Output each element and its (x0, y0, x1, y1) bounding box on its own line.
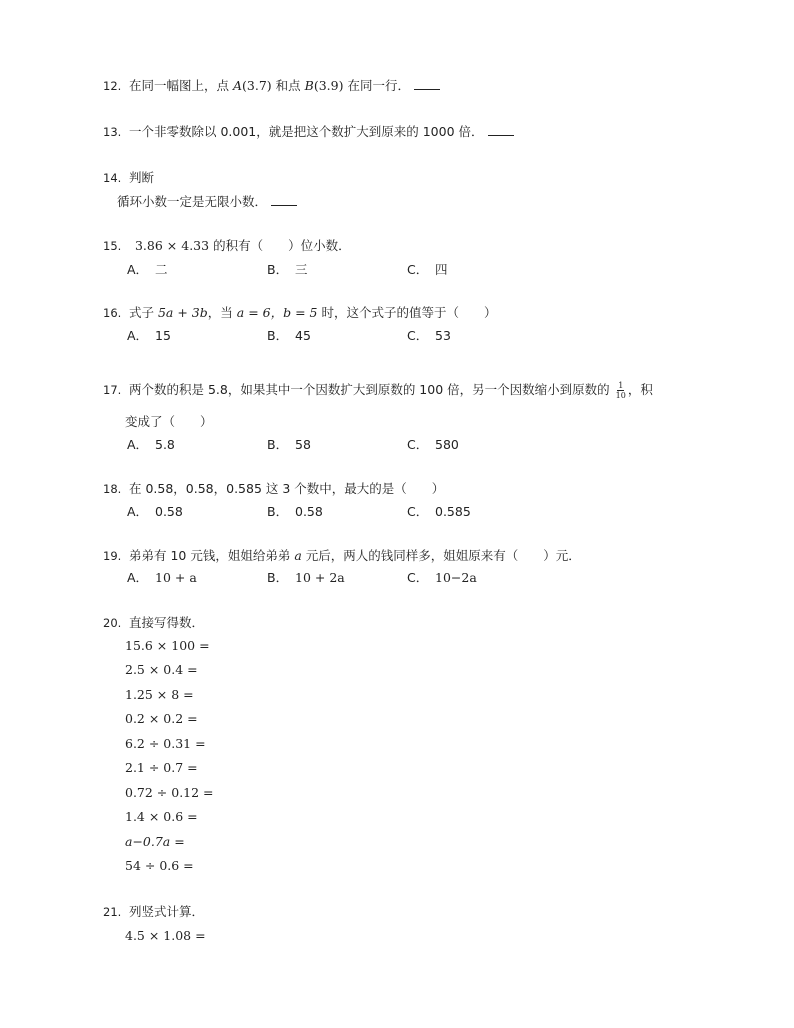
option-value: 0.58 (155, 504, 183, 519)
calc-item: 2.5 × 0.4 = (125, 662, 198, 677)
question-number: 15. (103, 239, 122, 253)
calc-item: 1.4 × 0.6 = (125, 809, 198, 824)
option-value: 580 (435, 437, 459, 452)
calc-item: 1.25 × 8 = (125, 687, 194, 702)
question-text: ，当 (207, 305, 233, 320)
answer-blank[interactable] (488, 125, 514, 136)
question-text: 变成了（ ） (125, 414, 213, 429)
question-number: 21. (103, 905, 122, 919)
question-14-statement (117, 194, 297, 210)
option-b[interactable] (267, 504, 323, 520)
question-20 (103, 615, 204, 631)
question-text: 式子 (128, 305, 154, 320)
question-16 (103, 305, 496, 321)
option-letter: B． (267, 328, 289, 343)
option-letter: A． (127, 570, 149, 585)
expression: 5a + 3b (157, 305, 208, 320)
option-letter: B． (267, 570, 289, 585)
option-c[interactable] (407, 437, 459, 453)
question-title: 判断 (128, 170, 154, 185)
variable-a: a (294, 548, 302, 563)
question-text: 在同一幅图上，点 (128, 78, 229, 93)
question-number: 13. (103, 125, 122, 139)
calc-item: 54 ÷ 0.6 = (125, 858, 194, 873)
option-letter: B． (267, 437, 289, 452)
question-text: 的积有（ ）位小数． (213, 238, 351, 253)
option-letter: C． (407, 570, 429, 585)
option-letter: A． (127, 262, 149, 277)
answer-blank[interactable] (271, 195, 297, 206)
calc-item: 6.2 ÷ 0.31 = (125, 736, 206, 751)
option-value: 10 + 2a (295, 570, 345, 585)
question-number: 18. (103, 482, 122, 496)
question-13 (103, 124, 514, 140)
question-17 (103, 381, 653, 400)
option-b[interactable] (267, 328, 311, 344)
question-12 (103, 78, 440, 94)
question-number: 16. (103, 306, 122, 320)
question-text: 在 0.58，0.58，0.585 这 3 个数中，最大的是（ ） (128, 481, 445, 496)
calc-item: 0.72 ÷ 0.12 = (125, 785, 214, 800)
question-number: 12. (103, 79, 122, 93)
option-c[interactable] (407, 328, 451, 344)
option-c[interactable] (407, 504, 471, 520)
option-value: 10 + a (155, 570, 197, 585)
point-b-label: B (304, 78, 314, 93)
question-18 (103, 481, 444, 497)
calc-item: 15.6 × 100 = (125, 638, 210, 653)
question-text: 元后，两人的钱同样多，姐姐原来有（ ）元． (305, 548, 581, 563)
fraction-numerator: 1 (618, 381, 624, 390)
question-15 (103, 238, 351, 254)
option-value: 15 (155, 328, 171, 343)
option-letter: C． (407, 328, 429, 343)
option-b[interactable] (267, 570, 345, 586)
option-value: 53 (435, 328, 451, 343)
question-number: 20. (103, 616, 122, 630)
option-value: 三 (295, 262, 308, 277)
option-a[interactable] (127, 328, 171, 344)
question-text: 时，这个式子的值等于（ ） (321, 305, 497, 320)
option-letter: A． (127, 437, 149, 452)
option-value: 58 (295, 437, 311, 452)
question-text: 循环小数一定是无限小数． (117, 194, 268, 209)
option-letter: B． (267, 262, 289, 277)
question-text: 一个非零数除以 0.001，就是把这个数扩大到原来的 1000 倍． (128, 124, 484, 139)
option-value: 5.8 (155, 437, 175, 452)
answer-blank[interactable] (414, 79, 440, 90)
question-text: ，积 (627, 382, 653, 397)
option-letter: C． (407, 504, 429, 519)
expression: 3.86 × 4.33 (134, 238, 210, 253)
calc-item: 0.2 × 0.2 = (125, 711, 198, 726)
option-a[interactable] (127, 570, 197, 586)
question-number: 14. (103, 171, 122, 185)
option-letter: B． (267, 504, 289, 519)
question-text: 弟弟有 10 元钱，姐姐给弟弟 (128, 548, 291, 563)
calc-item: 4.5 × 1.08 = (125, 928, 206, 943)
question-14-title (103, 170, 154, 186)
option-letter: C． (407, 437, 429, 452)
question-number: 19. (103, 549, 122, 563)
question-title: 直接写得数． (128, 615, 204, 630)
option-a[interactable] (127, 437, 175, 453)
option-a[interactable] (127, 504, 183, 520)
option-value: 四 (435, 262, 448, 277)
fraction-one-tenth (616, 381, 626, 400)
option-b[interactable] (267, 262, 308, 278)
question-text: 两个数的积是 5.8，如果其中一个因数扩大到原数的 100 倍，另一个因数缩小到原数的 (128, 382, 610, 397)
condition: a = 6，b = 5 (236, 305, 318, 320)
question-19 (103, 548, 581, 564)
option-letter: C． (407, 262, 429, 277)
option-c[interactable] (407, 262, 448, 278)
calc-item: 2.1 ÷ 0.7 = (125, 760, 198, 775)
question-21 (103, 904, 204, 920)
option-letter: A． (127, 504, 149, 519)
question-17-continued (125, 414, 213, 430)
option-value: 二 (155, 262, 168, 277)
question-text: 和点 (275, 78, 301, 93)
option-letter: A． (127, 328, 149, 343)
option-value: 0.58 (295, 504, 323, 519)
point-b-coord: (3.9) (313, 78, 344, 93)
calc-item: a−0.7a = (125, 834, 185, 849)
option-b[interactable] (267, 437, 311, 453)
option-a[interactable] (127, 262, 168, 278)
question-title: 列竖式计算． (128, 904, 204, 919)
question-number: 17. (103, 383, 122, 397)
option-value: 0.585 (435, 504, 471, 519)
option-c[interactable] (407, 570, 477, 586)
question-text: 在同一行． (347, 78, 410, 93)
option-value: 45 (295, 328, 311, 343)
point-a-coord: (3.7) (242, 78, 272, 93)
point-a-label: A (232, 78, 243, 93)
fraction-denominator: 10 (615, 391, 626, 400)
option-value: 10−2a (435, 570, 477, 585)
